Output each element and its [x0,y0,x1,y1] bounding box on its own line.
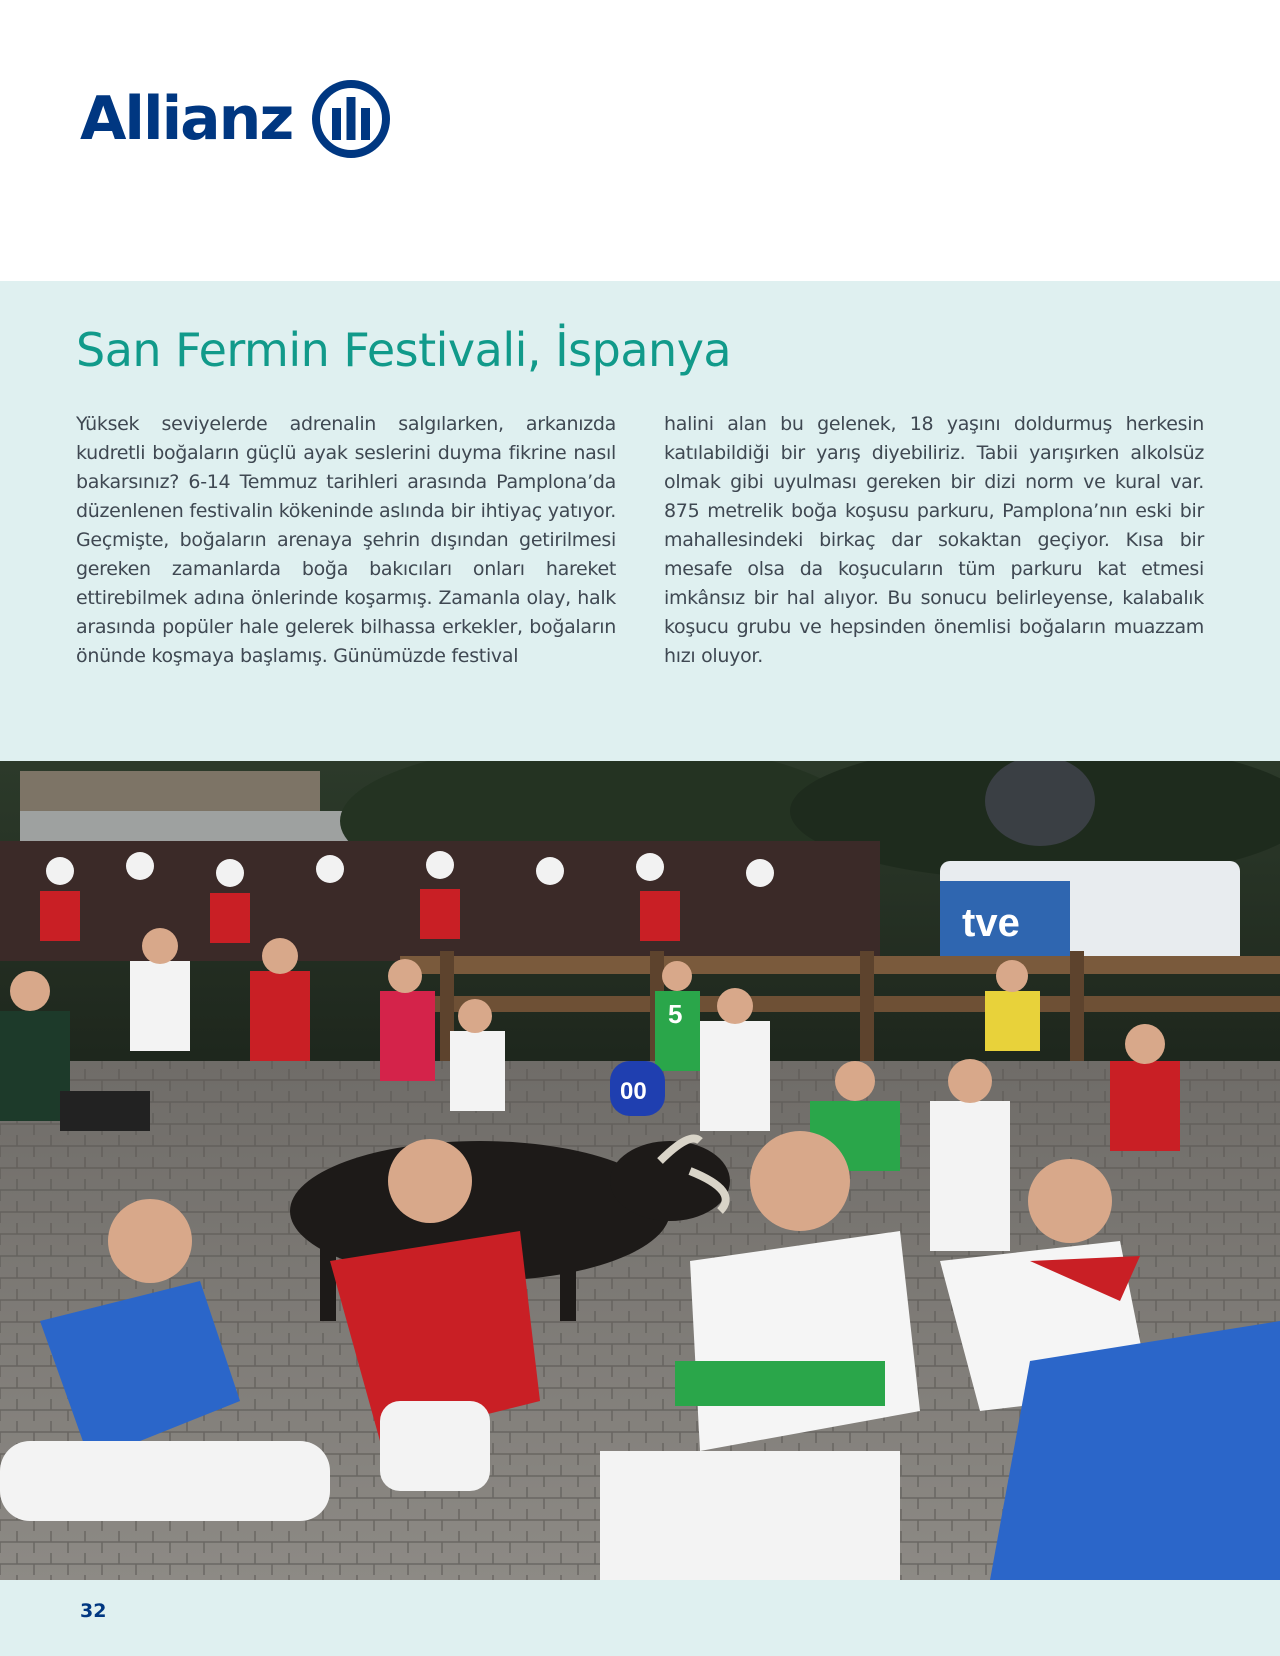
article-column-2: halini alan bu gelenek, 18 yaşını doldurmuş herkesin katılabildiği bir yarış diyebiliriz. Tabii yarışırken alkolsüz olmak gibi uyulması gereken bir dizi norm ve kural var. 875 metrelik boğa koşusu parkuru, Pamplona’nın eski bir mahallesindeki birkaç dar sokaktan geçiyor. Kısa bir mesafe olsa da koşucuların tüm parkuru kat etmesi imkânsız bir hal alıyor. Bu sonucu belirleyense, kalabalık koşucu grubu ve hepsinden önemlisi boğaların muazzam hızı oluyor. [664,413,1204,667]
allianz-eagle-icon [310,78,392,160]
page-number: 32 [80,1600,107,1622]
jersey-number-00: 00 [620,1078,647,1105]
logo-wordmark: Allianz [80,84,293,154]
jersey-number-5: 5 [668,999,683,1029]
page-footer [0,1580,1280,1656]
bull-run-photo [0,761,1280,1580]
allianz-logo [80,76,392,162]
article-title: San Fermin Festivali, İspanya [76,323,732,377]
tv-van-logo: tve [962,901,1020,945]
page-header [0,0,1280,281]
article-column-1: Yüksek seviyelerde adrenalin salgılarken, arkanızda kudretli boğaların güçlü ayak seslerini duyma fikrine nasıl bakarsınız? 6-14 Temmuz tarihleri arasında Pamplona’da düzenlenen festivalin kökeninde aslında bir ihtiyaç yatıyor. Geçmişte, boğaların arenaya şehrin dışından getirilmesi gereken zamanlarda boğa bakıcıları onları hareket ettirebilmek adına önlerinde koşarmış. Zamanla olay, halk arasında popüler hale gelerek bilhassa erkekler, boğaların önünde koşmaya başlamış. Günümüzde festival [76,413,616,667]
